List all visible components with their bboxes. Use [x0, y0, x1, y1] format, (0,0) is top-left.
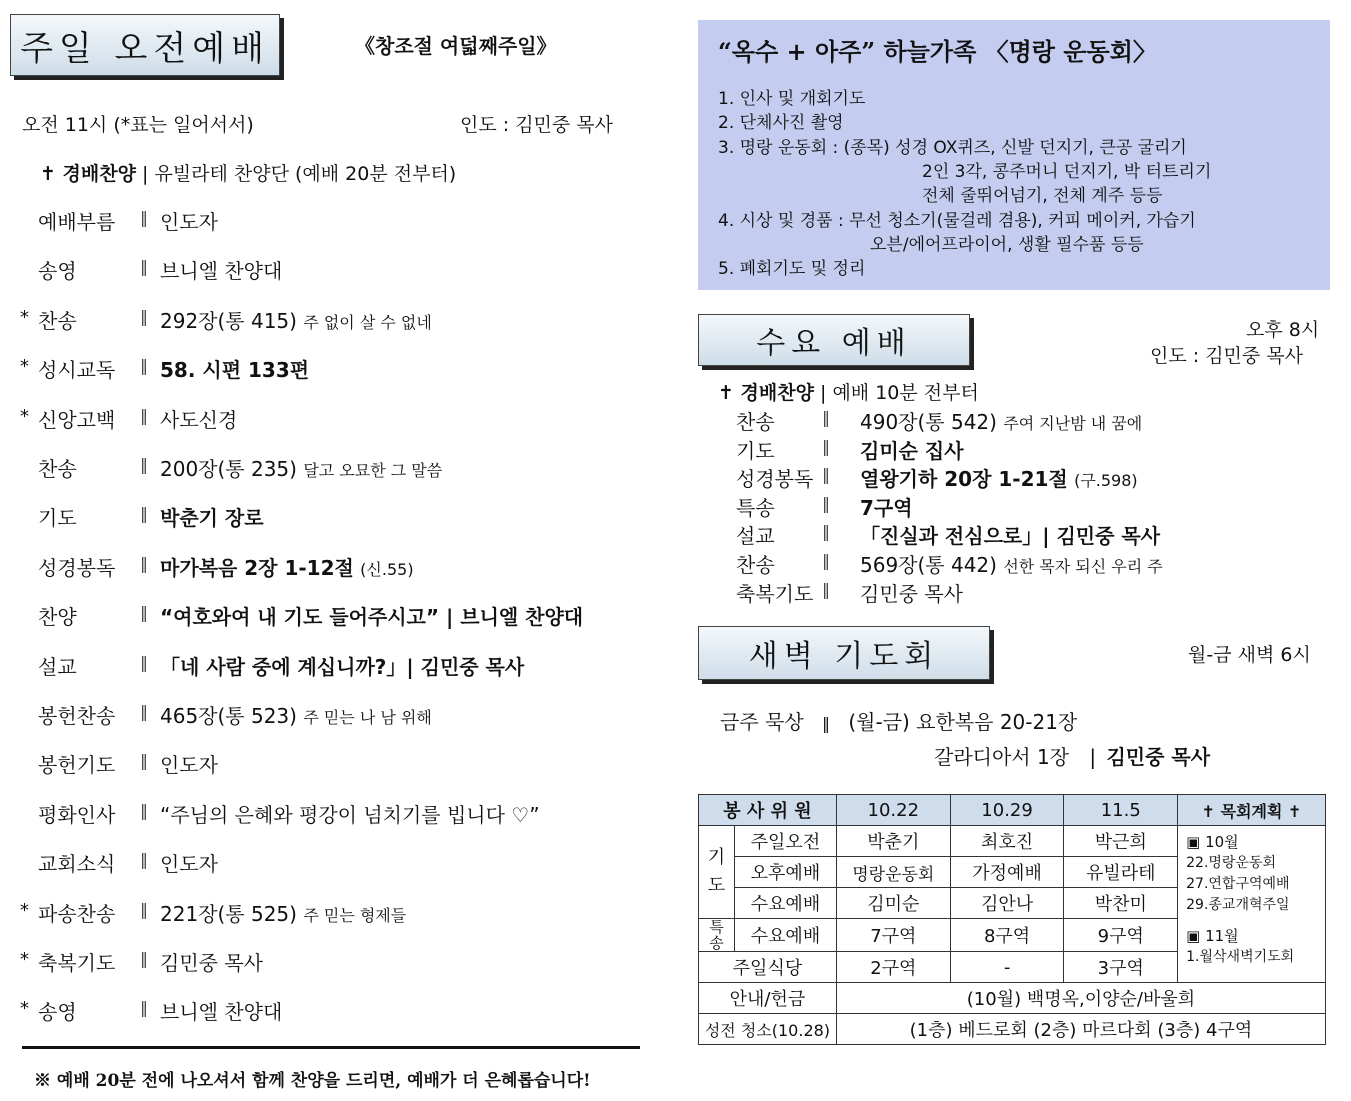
standing-mark: * [20, 899, 29, 921]
order-value-detail: 달고 오묘한 그 말씀 [303, 461, 443, 480]
event-line: 전체 줄뛰어넘기, 전체 계주 등등 [922, 186, 1163, 206]
order-value-detail: 주여 지난밤 내 꿈에 [1003, 414, 1143, 433]
table-row [699, 1014, 1326, 1045]
order-separator: ‖ [140, 603, 148, 623]
sports-day-title: “옥수 + 아주” 하늘가족 〈명랑 운동회〉 [718, 37, 1157, 66]
plan-item: 22.명랑운동회 [1186, 855, 1277, 871]
order-value [160, 700, 432, 729]
table-row [699, 983, 1326, 1014]
table-cell: 박찬미 [1064, 888, 1178, 919]
order-separator: ‖ [140, 998, 148, 1018]
order-separator: ‖ [822, 522, 830, 542]
order-value [160, 305, 432, 334]
order-separator: ‖ [140, 702, 148, 721]
table-cell: (10월) 백명옥,이양순/바울희 [836, 983, 1325, 1014]
order-label: 성경봉독 [38, 555, 116, 580]
order-value [860, 578, 963, 607]
order-value-main: 58. 시편 133편 [160, 358, 310, 383]
order-value-main: 김민중 목사 [160, 951, 263, 975]
order-value [160, 255, 282, 284]
order-value-detail: 선한 목자 되신 우리 주 [1003, 557, 1163, 576]
order-item [20, 305, 660, 335]
order-value-main: 7구역 [860, 495, 913, 520]
prelude-separator: | [142, 163, 149, 185]
event-line: 2. 단체사진 촬영 [718, 113, 844, 133]
order-separator: ‖ [140, 850, 148, 870]
prayer-group-text: 기 도 [707, 847, 726, 896]
order-label: 교회소식 [38, 852, 116, 877]
order-value-main: 292장(통 415) [160, 308, 297, 333]
table-cell: 8구역 [950, 919, 1064, 952]
plan-item: ▣ 10월 [1186, 833, 1239, 851]
order-value-main: “여호와여 내 기도 들어주시고” | 브니엘 찬양대 [160, 605, 584, 630]
sunday-subtitle: 《창조절 여덟째주일》 [355, 34, 557, 58]
duty-header-date: 10.22 [836, 795, 950, 826]
order-separator: ‖ [140, 504, 148, 524]
order-value [160, 996, 282, 1025]
row-label: 안내/헌금 [699, 983, 837, 1014]
order-value [160, 947, 263, 976]
standing-mark: * [20, 306, 29, 328]
order-value-main: 열왕기하 20장 1-21절 [860, 467, 1068, 492]
order-separator: ‖ [140, 257, 148, 277]
order-separator: ‖ [822, 493, 830, 513]
plan-item: 1.월삭새벽기도회 [1186, 949, 1295, 965]
wed-order-item [736, 406, 1316, 434]
order-label: 찬송 [38, 457, 77, 481]
order-value [160, 354, 309, 383]
order-value-main: 인도자 [160, 210, 218, 234]
order-value [860, 549, 1163, 578]
order-separator: ‖ [822, 408, 830, 427]
wed-order-item [736, 435, 1316, 463]
order-label: 특송 [736, 495, 775, 520]
plan-item: ▣ 11월 [1186, 927, 1239, 945]
order-label: 송영 [38, 1000, 77, 1025]
dawn-reading-1: (월-금) 요한복음 20-21장 [848, 710, 1078, 734]
order-value [160, 206, 218, 235]
sunday-leader: 인도 : 김민중 목사 [460, 114, 613, 136]
table-cell: 유빌라테 [1064, 857, 1178, 888]
table-cell: 2구역 [836, 952, 950, 983]
wednesday-prelude [718, 378, 979, 405]
order-item [20, 799, 660, 829]
wednesday-leader: 인도 : 김민중 목사 [1150, 345, 1303, 367]
order-separator: ‖ [140, 208, 148, 227]
order-item [20, 700, 660, 730]
row-label: 주일오전 [734, 826, 836, 857]
praise-group-text: 특 송 [709, 918, 724, 952]
order-label: 송영 [38, 259, 77, 284]
order-item [20, 206, 660, 236]
plan-item: 27.연합구역예배 [1186, 876, 1290, 892]
row-label: 수요예배 [734, 888, 836, 919]
table-cell: 박춘기 [836, 826, 950, 857]
order-separator: ‖ [140, 899, 148, 919]
order-value-main: “주님의 은혜와 평강이 넘치기를 빕니다 ♡” [160, 802, 540, 827]
order-label: 평화인사 [38, 802, 116, 827]
event-line: 1. 인사 및 개회기도 [718, 89, 866, 109]
prelude-label: ✝ 경배찬양 [718, 382, 814, 404]
order-label: 축복기도 [736, 581, 814, 606]
order-item [20, 947, 660, 977]
order-value [160, 898, 406, 927]
duty-header-date: 10.29 [950, 795, 1064, 826]
order-label: 신앙고백 [38, 407, 116, 432]
order-value [160, 848, 218, 877]
order-value [160, 651, 524, 680]
wednesday-service-title: 수요 예배 [698, 314, 970, 366]
table-cell: (1층) 베드로회 (2층) 마르다회 (3층) 4구역 [836, 1014, 1325, 1045]
order-label: 예배부름 [38, 210, 116, 234]
order-value [860, 492, 913, 521]
order-label: 기도 [38, 506, 77, 531]
event-line: 5. 폐회기도 및 정리 [718, 259, 866, 279]
order-label: 성경봉독 [736, 467, 814, 492]
order-value [160, 799, 540, 828]
duty-table [698, 794, 1326, 1045]
order-value-main: 「네 사람 중에 계십니까?」| 김민중 목사 [160, 654, 525, 679]
standing-mark: * [20, 405, 29, 427]
standing-mark: * [20, 949, 29, 970]
order-item [20, 996, 660, 1026]
order-value-main: 200장(통 235) [160, 457, 297, 481]
wednesday-time: 오후 8시 [1246, 319, 1320, 341]
prelude-separator: | [820, 382, 827, 404]
dawn-separator: ‖ [822, 714, 830, 733]
footer-divider [22, 1046, 640, 1049]
order-value [160, 601, 583, 630]
dawn-leader: 김민중 목사 [1106, 745, 1211, 769]
dawn-separator-2: | [1089, 745, 1097, 769]
order-separator: ‖ [140, 949, 148, 968]
order-item [20, 601, 660, 631]
order-value-main: 인도자 [160, 852, 218, 877]
order-separator: ‖ [140, 800, 148, 820]
order-value [160, 552, 414, 581]
order-value-main: 490장(통 542) [860, 410, 997, 434]
sunday-time: 오전 11시 (*표는 일어서서) [22, 114, 254, 136]
order-separator: ‖ [822, 551, 830, 570]
event-line: 3. 명랑 운동회 : (종목) 성경 OX퀴즈, 신발 던지기, 큰공 굴리기 [718, 138, 1187, 158]
order-item [20, 255, 660, 285]
order-separator: ‖ [140, 553, 148, 573]
order-label: 기도 [736, 438, 775, 463]
order-label: 설교 [736, 524, 775, 549]
sports-day-box [698, 20, 1330, 290]
order-label: 찬송 [736, 553, 775, 577]
row-label: 주일식당 [699, 952, 837, 983]
order-item [20, 552, 660, 582]
order-item [20, 354, 660, 384]
order-item [20, 651, 660, 681]
plan-list [1178, 826, 1326, 983]
row-label: 수요예배 [734, 919, 836, 952]
order-label: 파송찬송 [38, 901, 116, 926]
order-value-main: 인도자 [160, 753, 218, 778]
order-value [860, 435, 964, 464]
order-separator: ‖ [140, 405, 148, 425]
order-label: 축복기도 [38, 951, 116, 975]
order-value-main: 브니엘 찬양대 [160, 259, 283, 284]
order-value-main: 465장(통 523) [160, 704, 297, 728]
sunday-service-title: 주일 오전예배 [10, 14, 280, 76]
prayer-group-label [699, 826, 735, 919]
table-cell: 3구역 [1064, 952, 1178, 983]
wed-order-item [736, 492, 1316, 520]
praise-group-label [699, 919, 735, 952]
order-value-main: 김미순 집사 [860, 438, 964, 463]
order-value-detail: 주 믿는 형제들 [303, 905, 407, 925]
order-label: 봉헌기도 [38, 753, 116, 778]
footer-note: ※ 예배 20분 전에 나오셔서 함께 찬양을 드리면, 예배가 더 은혜롭습니다! [34, 1071, 591, 1091]
duty-header-date: 11.5 [1064, 795, 1178, 826]
order-label: 찬양 [38, 605, 77, 630]
order-item [20, 502, 660, 532]
order-separator: ‖ [140, 455, 148, 474]
order-value [160, 404, 237, 433]
standing-mark: * [20, 998, 29, 1020]
sunday-prelude [40, 159, 456, 186]
table-cell: 9구역 [1064, 919, 1178, 952]
plan-item: 29.종교개혁주일 [1186, 897, 1290, 913]
standing-mark: * [20, 356, 29, 378]
wed-order-item [736, 549, 1316, 577]
dawn-label: 금주 묵상 [720, 710, 804, 734]
dawn-reading-2: 갈라디아서 1장 [934, 745, 1070, 769]
order-separator: ‖ [822, 436, 830, 456]
dawn-meditation [720, 706, 1077, 735]
order-item [20, 453, 660, 483]
order-item [20, 848, 660, 878]
table-cell: 박근희 [1064, 826, 1178, 857]
wed-order-item [736, 578, 1316, 606]
duty-header-label: 봉 사 위 원 [699, 795, 837, 826]
order-value [860, 463, 1138, 492]
order-label: 찬송 [38, 308, 77, 333]
table-cell: 김안나 [950, 888, 1064, 919]
order-value-main: 마가복음 2장 1-12절 [160, 555, 354, 580]
order-item [20, 404, 660, 434]
table-cell: 7구역 [836, 919, 950, 952]
order-value [160, 749, 218, 778]
order-separator: ‖ [822, 579, 830, 599]
table-row [699, 795, 1326, 826]
order-value [160, 502, 264, 531]
dawn-prayer-title: 새벽 기도회 [698, 626, 990, 680]
event-line: 4. 시상 및 경품 : 무선 청소기(물걸레 겸용), 커피 메이커, 가습기 [718, 211, 1196, 231]
order-separator: ‖ [140, 306, 148, 326]
order-value [160, 453, 442, 482]
table-cell: 김미순 [836, 888, 950, 919]
wed-order-item [736, 463, 1316, 491]
order-value-main: 박춘기 장로 [160, 506, 264, 531]
order-value [860, 520, 1160, 549]
order-value [860, 406, 1142, 435]
order-value-main: 김민중 목사 [860, 581, 963, 606]
order-value-main: 569장(통 442) [860, 553, 997, 577]
order-separator: ‖ [822, 465, 830, 485]
table-row [699, 826, 1326, 857]
order-label: 설교 [38, 654, 77, 679]
order-separator: ‖ [140, 652, 148, 672]
order-value-detail: 주 없이 살 수 없네 [303, 312, 432, 332]
order-label: 찬송 [736, 410, 775, 434]
table-cell: 명랑운동회 [836, 857, 950, 888]
order-value-detail: 주 믿는 나 남 위해 [303, 708, 432, 727]
row-label: 오후예배 [734, 857, 836, 888]
table-cell: - [950, 952, 1064, 983]
prelude-label: ✝ 경배찬양 [40, 163, 136, 185]
order-item [20, 749, 660, 779]
order-value-detail: (구.598) [1074, 471, 1138, 491]
order-value-main: 「진실과 전심으로」| 김민중 목사 [860, 524, 1161, 549]
event-line: 오븐/에어프라이어, 생활 필수품 등등 [870, 235, 1144, 255]
table-cell: 가정예배 [950, 857, 1064, 888]
order-item [20, 898, 660, 928]
wed-order-item [736, 520, 1316, 548]
prelude-value: 유빌라테 찬양단 (예배 20분 전부터) [154, 163, 457, 185]
order-separator: ‖ [140, 751, 148, 771]
row-label: 성전 청소(10.28) [699, 1014, 837, 1045]
order-separator: ‖ [140, 356, 148, 376]
prelude-value: 예배 10분 전부터 [832, 382, 979, 404]
dawn-meditation-2 [934, 741, 1210, 770]
order-value-detail: (신.55) [360, 559, 414, 579]
order-label: 성시교독 [38, 358, 116, 383]
order-label: 봉헌찬송 [38, 704, 116, 728]
order-value-main: 브니엘 찬양대 [160, 1000, 283, 1025]
order-value-main: 사도신경 [160, 407, 238, 432]
dawn-time: 월-금 새벽 6시 [1188, 644, 1311, 666]
table-cell: 최호진 [950, 826, 1064, 857]
order-value-main: 221장(통 525) [160, 901, 297, 926]
plan-title: ✝ 목회계획 ✝ [1178, 795, 1326, 826]
event-line: 2인 3각, 콩주머니 던지기, 박 터트리기 [922, 162, 1212, 182]
